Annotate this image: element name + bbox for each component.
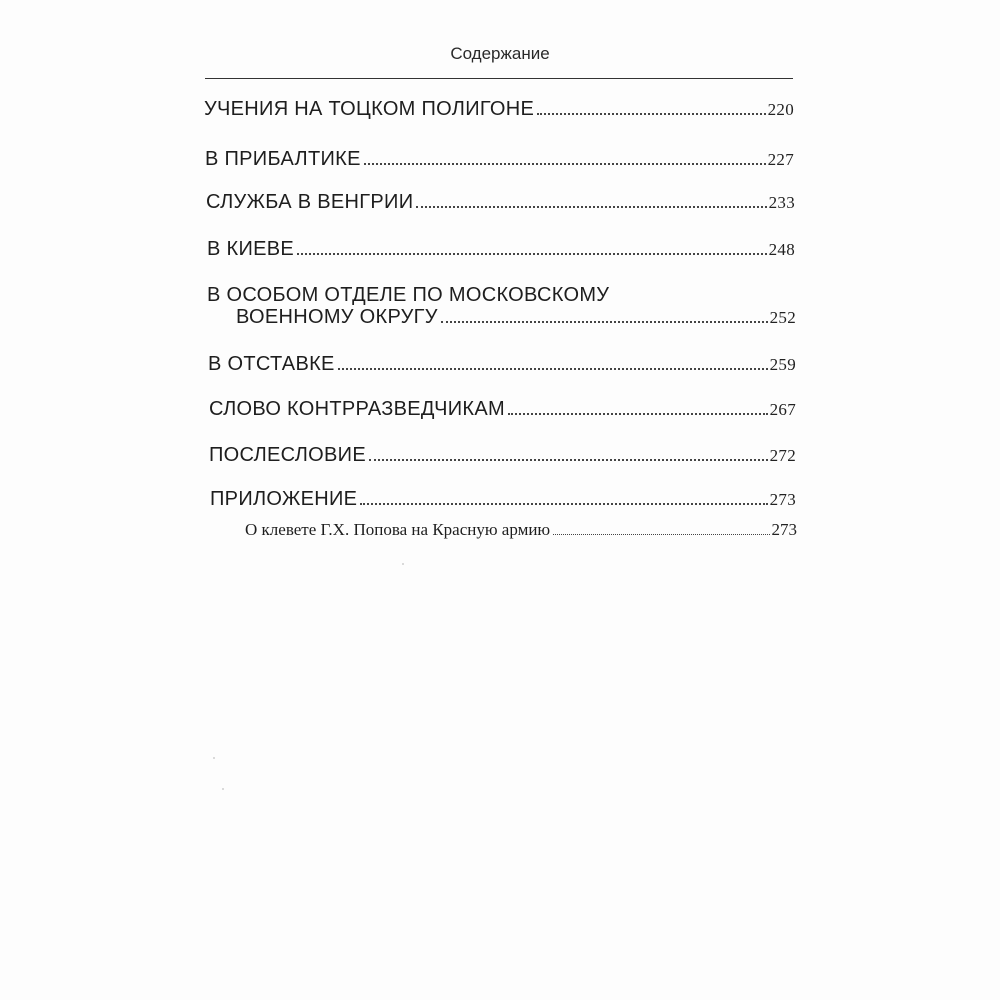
toc-entry-title: В КИЕВЕ: [207, 238, 295, 260]
dot-leader: [369, 459, 768, 461]
toc-entry-page: 259: [769, 355, 796, 374]
toc-entry[interactable]: [208, 353, 796, 376]
paper-speck: [402, 563, 404, 565]
toc-subentry[interactable]: [245, 520, 797, 540]
dot-leader: [537, 113, 765, 115]
paper-speck: [213, 757, 215, 759]
toc-entry-title-line1: В ОСОБОМ ОТДЕЛЕ ПО МОСКОВСКОМУ: [207, 284, 610, 306]
toc-entry-page: 272: [769, 446, 796, 465]
toc-entry-page: 252: [769, 308, 796, 327]
toc-entry-title: В ПРИБАЛТИКЕ: [205, 148, 361, 170]
toc-entry[interactable]: [210, 488, 796, 511]
toc-entry-title: УЧЕНИЯ НА ТОЦКОМ ПОЛИГОНЕ: [204, 98, 535, 120]
toc-entry-page: 227: [767, 150, 794, 169]
dot-leader: [297, 253, 767, 255]
toc-entry-page: 267: [769, 400, 796, 419]
toc-entry-title: ПОСЛЕСЛОВИЕ: [209, 444, 366, 466]
dot-leader: [364, 163, 766, 165]
toc-entry[interactable]: [209, 398, 796, 421]
toc-entry-title: ПРИЛОЖЕНИЕ: [210, 488, 358, 510]
toc-entry-page: 248: [768, 240, 795, 259]
toc-entry[interactable]: [209, 444, 796, 467]
toc-entry[interactable]: [206, 191, 795, 214]
dot-leader: [360, 503, 767, 505]
toc-entry[interactable]: [204, 98, 794, 121]
toc-entry[interactable]: [205, 148, 794, 171]
toc-subentry-title: О клевете Г.Х. Попова на Красную армию: [245, 520, 551, 539]
toc-entry-page: 220: [767, 100, 794, 119]
toc-entry-title: СЛУЖБА В ВЕНГРИИ: [206, 191, 414, 213]
dot-leader: [416, 206, 766, 208]
toc-entry-page: 273: [769, 490, 796, 509]
dot-leader: [553, 534, 769, 535]
toc-entry[interactable]: [236, 306, 796, 329]
toc-subentry-page: 273: [771, 520, 797, 539]
paper-speck: [222, 788, 224, 790]
toc-entry-title-line2: ВОЕННОМУ ОКРУГУ: [236, 306, 438, 328]
toc-entry-title: СЛОВО КОНТРРАЗВЕДЧИКАМ: [209, 398, 505, 420]
page-title: Содержание: [450, 44, 550, 63]
dot-leader: [338, 368, 768, 370]
toc-entry-page: 233: [768, 193, 795, 212]
dot-leader: [508, 413, 768, 415]
toc-entry[interactable]: [207, 238, 795, 261]
toc-entry-title: В ОТСТАВКЕ: [208, 353, 335, 375]
dot-leader: [441, 321, 768, 323]
